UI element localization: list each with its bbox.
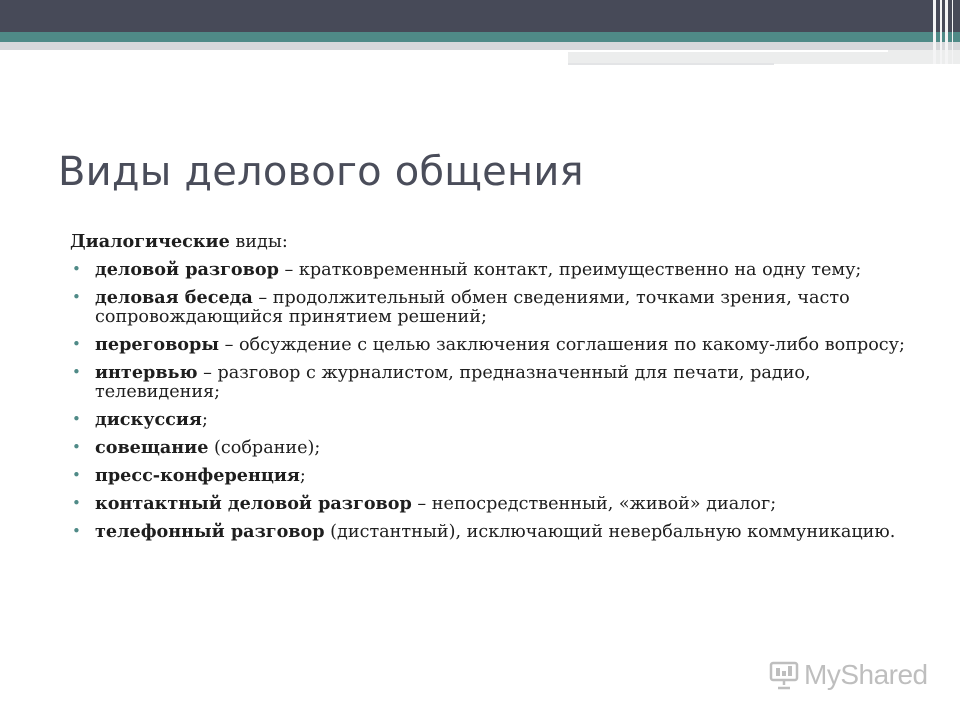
slide-content [70,232,910,550]
header-band-teal [0,32,960,42]
types-list [70,260,910,542]
header-stripe [952,0,953,64]
item-term: деловой разговор [95,259,279,280]
item-description: (собрание); [208,438,321,458]
bullet-icon: • [72,363,81,381]
list-item [70,438,910,458]
watermark-text: MyShared [804,659,928,690]
item-term: контактный деловой разговор [95,493,412,514]
list-item [70,363,910,402]
header-band-dark [0,0,960,32]
item-description: (дистантный), исключающий невербальную коммуникацию. [324,522,896,542]
header-band-gray [0,42,960,50]
list-item [70,522,910,542]
list-item [70,410,910,430]
item-description: – непосредственный, «живой» диалог; [411,494,777,514]
intro-bold: Диалогические [70,231,230,252]
bullet-icon: • [72,288,81,306]
item-term: телефонный разговор [95,521,325,542]
bullet-icon: • [72,260,81,278]
bullet-icon: • [72,522,81,540]
item-term: совещание [95,437,209,458]
bullet-icon: • [72,494,81,512]
header-accent-line [568,50,888,52]
item-term: дискуссия [95,409,202,430]
intro-rest: виды: [229,232,288,252]
presentation-board-icon [768,659,800,691]
slide-title: Виды делового общения [58,149,584,195]
item-term: пресс-конференция [95,465,300,486]
item-description: – продолжительный обмен сведениями, точками зрения, часто сопровождающийся принятием решений; [95,288,850,327]
item-term: переговоры [95,334,219,355]
header-stripe [933,0,936,64]
header-stripe [945,0,948,64]
watermark [768,657,928,693]
bullet-icon: • [72,438,81,456]
item-description: ; [201,410,208,430]
bullet-icon: • [72,466,81,484]
list-item [70,335,910,355]
bullet-icon: • [72,410,81,428]
item-description: – разговор с журналистом, предназначенный для печати, радио, телевидения; [95,363,811,402]
list-item [70,494,910,514]
list-item [70,260,910,280]
header-vertical-stripes [930,0,960,64]
bullet-icon: • [72,335,81,353]
item-term: деловая беседа [95,287,253,308]
intro-line [70,232,910,252]
list-item [70,288,910,327]
header-band-light [568,50,960,64]
list-item [70,466,910,486]
header-stripe [940,0,942,64]
item-term: интервью [95,362,198,383]
header-accent-line [568,63,774,65]
item-description: ; [299,466,306,486]
item-description: – кратковременный контакт, преимущественно на одну тему; [278,260,862,280]
item-description: – обсуждение с целью заключения соглашения по какому-либо вопросу; [218,335,905,355]
